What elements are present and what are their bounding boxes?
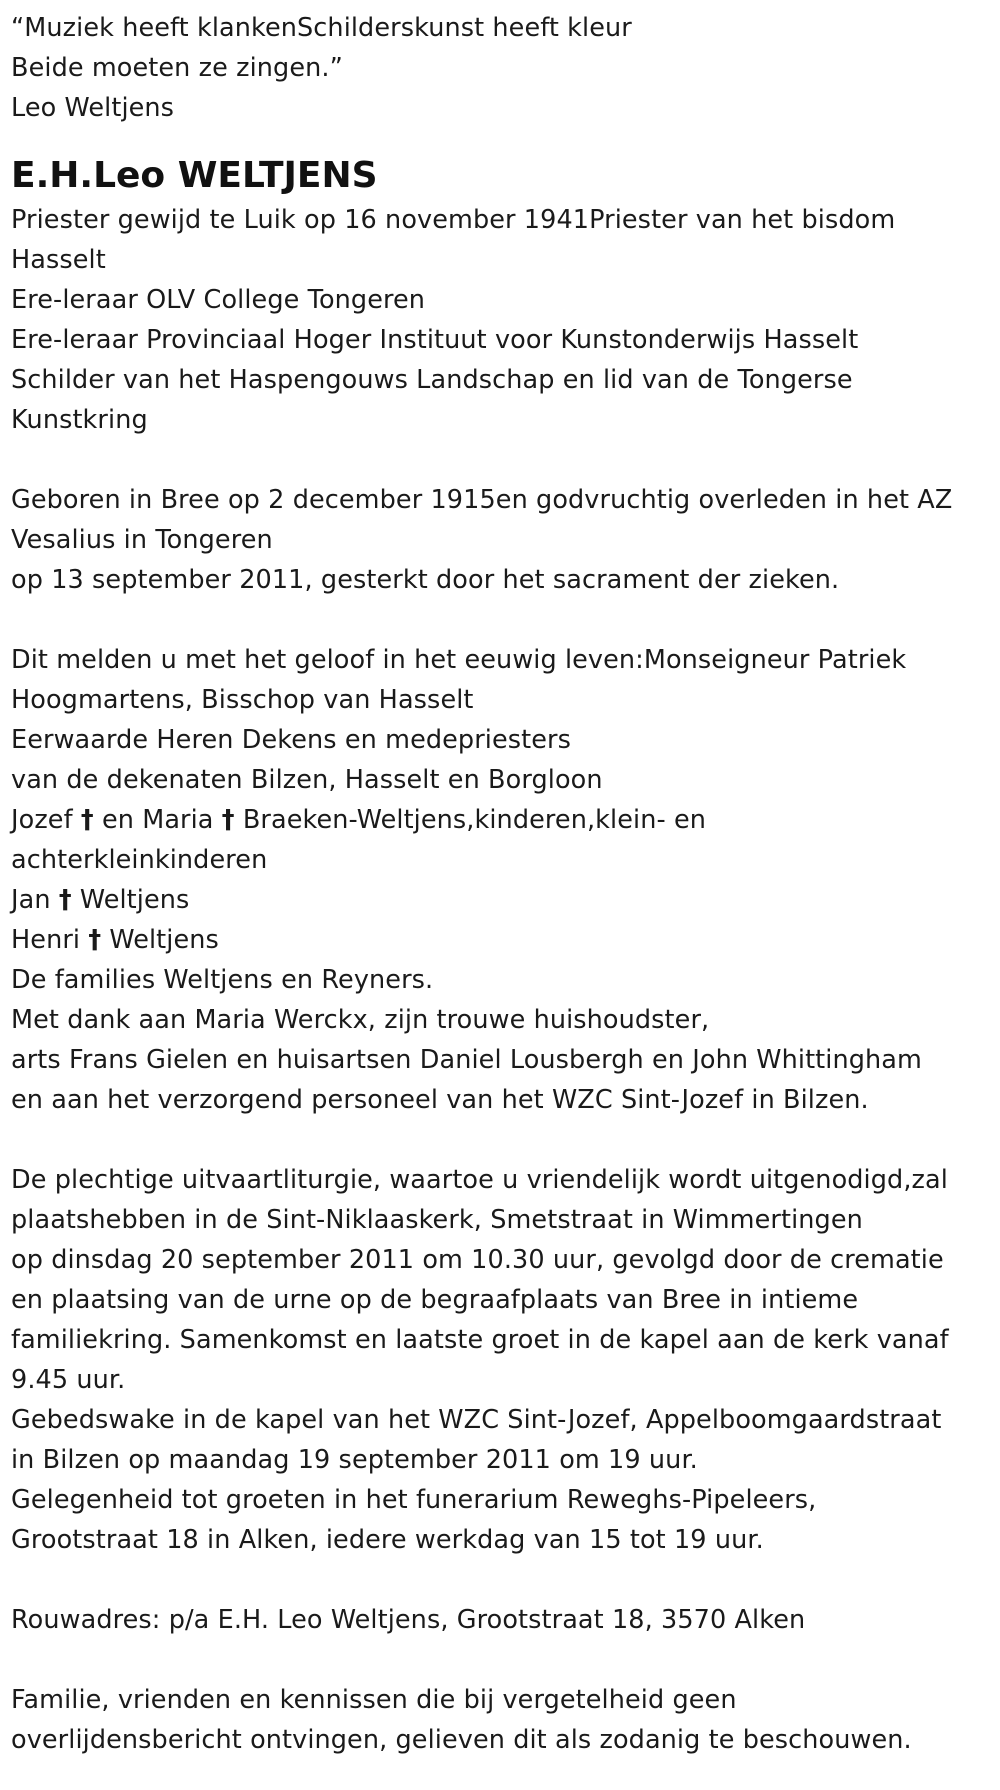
- announce-line: en aan het verzorgend personeel van het WZC Sint-Jozef in Bilzen.: [11, 1085, 869, 1115]
- quote-line: “Muziek heeft klankenSchilderskunst heeft kleur: [11, 13, 632, 43]
- role-line: Kunstkring: [11, 405, 148, 435]
- roles-block: [11, 200, 1000, 440]
- spacer: [11, 1640, 1000, 1680]
- funeral-line: De plechtige uitvaartliturgie, waartoe u vriendelijk wordt uitgenodigd,zal: [11, 1165, 948, 1195]
- quote-line: Beide moeten ze zingen.”: [11, 53, 343, 83]
- role-line: Hasselt: [11, 245, 106, 275]
- funeral-line: Grootstraat 18 in Alken, iedere werkdag van 15 tot 19 uur.: [11, 1525, 764, 1555]
- mourning-address: Rouwadres: p/a E.H. Leo Weltjens, Grootstraat 18, 3570 Alken: [11, 1605, 806, 1635]
- funeral-block: [11, 1160, 1000, 1560]
- closing-line: Familie, vrienden en kennissen die bij vergetelheid geen: [11, 1685, 737, 1715]
- birth-death-block: [11, 480, 1000, 600]
- funeral-line: op dinsdag 20 september 2011 om 10.30 uur, gevolgd door de crematie: [11, 1245, 944, 1275]
- family-text: Jozef: [11, 805, 81, 835]
- birth-line: Geboren in Bree op 2 december 1915en godvruchtig overleden in het AZ: [11, 485, 953, 515]
- spacer: [11, 128, 1000, 152]
- family-line-henri: [11, 920, 1000, 960]
- family-text: en Maria: [93, 805, 222, 835]
- funeral-line: Gebedswake in de kapel van het WZC Sint-Jozef, Appelboomgaardstraat: [11, 1405, 942, 1435]
- family-text: Weltjens: [101, 925, 219, 955]
- family-text: Jan: [11, 885, 59, 915]
- quote-block: [11, 8, 1000, 128]
- family-text: Henri: [11, 925, 89, 955]
- cross-icon: †: [58, 885, 72, 915]
- closing-block: [11, 1680, 1000, 1760]
- role-line: Ere-leraar OLV College Tongeren: [11, 285, 426, 315]
- announce-line: arts Frans Gielen en huisartsen Daniel Lousbergh en John Whittingham: [11, 1045, 922, 1075]
- announcement-block: [11, 640, 1000, 1120]
- family-text: Weltjens: [71, 885, 190, 915]
- birth-line: Vesalius in Tongeren: [11, 525, 273, 555]
- cross-icon: †: [80, 805, 94, 835]
- funeral-line: en plaatsing van de urne op de begraafplaats van Bree in intieme: [11, 1285, 859, 1315]
- announce-line: Eerwaarde Heren Dekens en medepriesters: [11, 725, 572, 755]
- role-line: Ere-leraar Provinciaal Hoger Instituut voor Kunstonderwijs Hasselt: [11, 325, 859, 355]
- cross-icon: †: [221, 805, 235, 835]
- deceased-name-title: E.H.Leo WELTJENS: [11, 155, 378, 196]
- announce-line: van de dekenaten Bilzen, Hasselt en Borgloon: [11, 765, 603, 795]
- funeral-line: familiekring. Samenkomst en laatste groet in de kapel aan de kerk vanaf: [11, 1325, 949, 1355]
- role-line: Priester gewijd te Luik op 16 november 1941Priester van het bisdom: [11, 205, 896, 235]
- funeral-line: Gelegenheid tot groeten in het funerarium Reweghs-Pipeleers,: [11, 1485, 817, 1515]
- quote-author: Leo Weltjens: [11, 93, 175, 123]
- role-line: Schilder van het Haspengouws Landschap en lid van de Tongerse: [11, 365, 853, 395]
- announce-line: Met dank aan Maria Werckx, zijn trouwe huishoudster,: [11, 1005, 710, 1035]
- closing-line: overlijdensbericht ontvingen, gelieven dit als zodanig te beschouwen.: [11, 1725, 912, 1755]
- funeral-line: 9.45 uur.: [11, 1365, 126, 1395]
- birth-line: op 13 september 2011, gesterkt door het sacrament der zieken.: [11, 565, 840, 595]
- family-line-jan: [11, 880, 1000, 920]
- family-line-braeken: [11, 800, 1000, 840]
- spacer: [11, 600, 1000, 640]
- spacer: [11, 1120, 1000, 1160]
- family-text: Braeken-Weltjens,kinderen,klein- en: [234, 805, 707, 835]
- spacer: [11, 1560, 1000, 1600]
- announce-line: Hoogmartens, Bisschop van Hasselt: [11, 685, 474, 715]
- cross-icon: †: [88, 925, 102, 955]
- announce-line: achterkleinkinderen: [11, 845, 268, 875]
- funeral-line: in Bilzen op maandag 19 september 2011 om 19 uur.: [11, 1445, 698, 1475]
- spacer: [11, 440, 1000, 480]
- announce-line: Dit melden u met het geloof in het eeuwig leven:Monseigneur Patriek: [11, 645, 907, 675]
- announce-line: De families Weltjens en Reyners.: [11, 965, 434, 995]
- funeral-line: plaatshebben in de Sint-Niklaaskerk, Smetstraat in Wimmertingen: [11, 1205, 863, 1235]
